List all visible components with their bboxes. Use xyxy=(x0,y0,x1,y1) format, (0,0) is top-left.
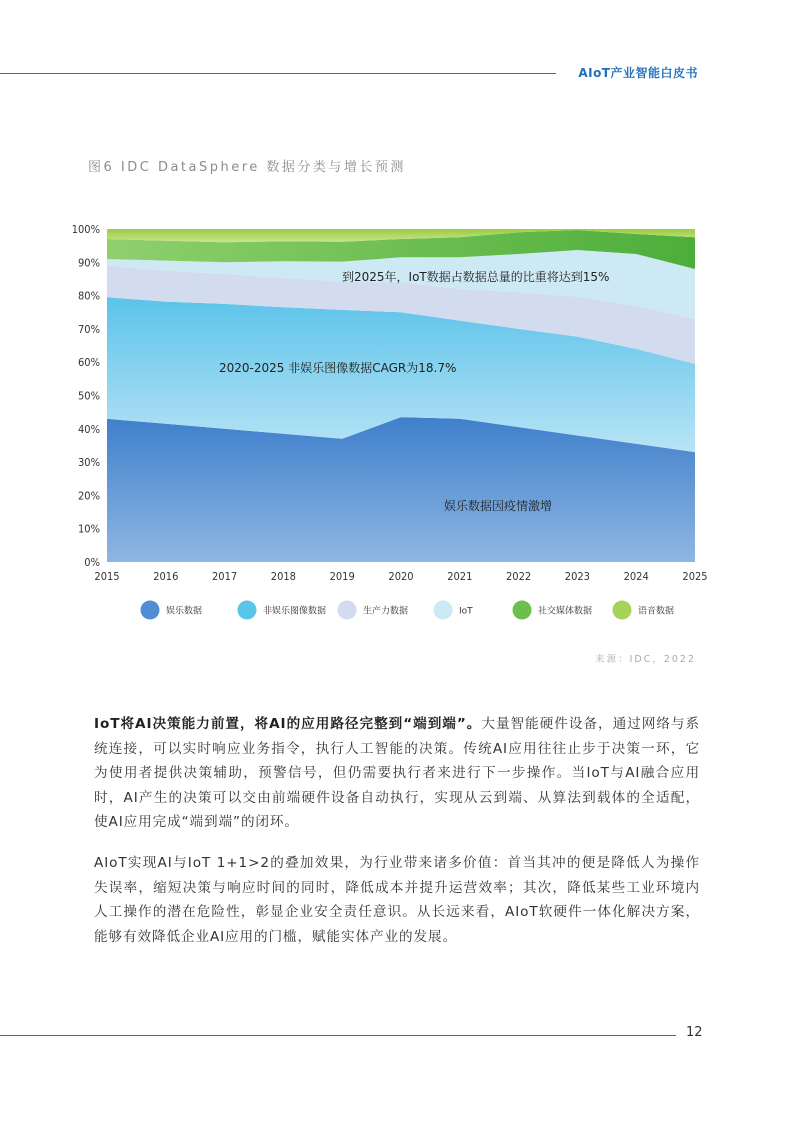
x-tick-label: 2017 xyxy=(212,570,238,583)
legend-swatch xyxy=(434,601,453,620)
legend-item xyxy=(338,601,409,620)
figure-caption: 图6 IDC DataSphere 数据分类与增长预测 xyxy=(88,160,406,175)
footer-rule xyxy=(0,1035,676,1036)
legend-swatch xyxy=(238,601,257,620)
x-tick-label: 2023 xyxy=(564,570,590,583)
figure-source: 来源：IDC，2022 xyxy=(595,654,696,665)
annotation-entertainment-surge: 娱乐数据因疫情激增 xyxy=(444,499,553,513)
legend-label: 语音数据 xyxy=(638,606,675,617)
legend-item xyxy=(141,601,203,620)
paragraph-1 xyxy=(94,712,700,835)
legend-label: 生产力数据 xyxy=(363,606,409,617)
y-tick-label: 80% xyxy=(78,289,100,303)
legend-label: 社交媒体数据 xyxy=(538,606,593,617)
legend-item xyxy=(613,601,675,620)
legend-swatch xyxy=(513,601,532,620)
y-tick-label: 0% xyxy=(84,556,100,569)
legend-swatch xyxy=(141,601,160,620)
y-tick-label: 60% xyxy=(78,356,100,370)
x-tick-label: 2015 xyxy=(94,570,120,583)
legend-label: 娱乐数据 xyxy=(166,606,203,617)
x-tick-label: 2025 xyxy=(682,570,708,583)
x-tick-label: 2019 xyxy=(329,570,355,583)
y-tick-label: 30% xyxy=(78,456,100,470)
y-tick-label: 70% xyxy=(78,322,100,336)
x-tick-label: 2024 xyxy=(623,570,649,583)
paragraph-1-body: 大量智能硬件设备，通过网络与系统连接，可以实时响应业务指令，执行人工智能的决策。传统AI应用往往止步于决策一环，它为使用者提供决策辅助，预警信号，但仍需要执行者来进行下一步操作。当IoT与AI融合应用时，AI产生的决策可以交由前端硬件设备自动执行，实现从云到端、从算法到载体的全适配，使AI应用完成“端到端”的闭环。 xyxy=(94,716,700,830)
y-tick-label: 50% xyxy=(78,389,100,403)
x-tick-label: 2016 xyxy=(153,570,179,583)
legend-label: IoT xyxy=(459,606,473,617)
legend-item xyxy=(434,601,474,620)
legend-swatch xyxy=(338,601,357,620)
page-number: 12 xyxy=(686,1025,703,1040)
legend-swatch xyxy=(613,601,632,620)
y-tick-label: 10% xyxy=(78,522,100,536)
y-tick-label: 100% xyxy=(71,223,100,236)
x-tick-label: 2022 xyxy=(506,570,532,583)
y-tick-label: 90% xyxy=(78,256,100,270)
x-tick-label: 2021 xyxy=(447,570,473,583)
legend-item xyxy=(238,601,327,620)
y-tick-label: 40% xyxy=(78,422,100,436)
paragraph-1-lead: IoT将AI决策能力前置，将AI的应用路径完整到“端到端”。 xyxy=(94,716,482,732)
y-tick-label: 20% xyxy=(78,489,100,503)
annotation-image-cagr: 2020-2025 非娱乐图像数据CAGR为18.7% xyxy=(219,361,457,375)
legend-item xyxy=(513,601,593,620)
legend-label: 非娱乐图像数据 xyxy=(263,606,327,617)
x-tick-label: 2020 xyxy=(388,570,414,583)
x-tick-label: 2018 xyxy=(270,570,296,583)
annotation-iot-share: 到2025年，IoT数据占数据总量的比重将达到15% xyxy=(342,270,610,284)
paragraph-2: AIoT实现AI与IoT 1+1>2的叠加效果，为行业带来诸多价值：首当其冲的便是降低人为操作失误率，缩短决策与响应时间的同时，降低成本并提升运营效率；其次，降低某些工业环境内人工操作的潜在危险性，彰显企业安全责任意识。从长远来看，AIoT软硬件一体化解决方案，能够有效降低企业AI应用的门槛，赋能实体产业的发展。 xyxy=(94,855,700,945)
header-title: AIoT产业智能白皮书 xyxy=(578,66,698,80)
